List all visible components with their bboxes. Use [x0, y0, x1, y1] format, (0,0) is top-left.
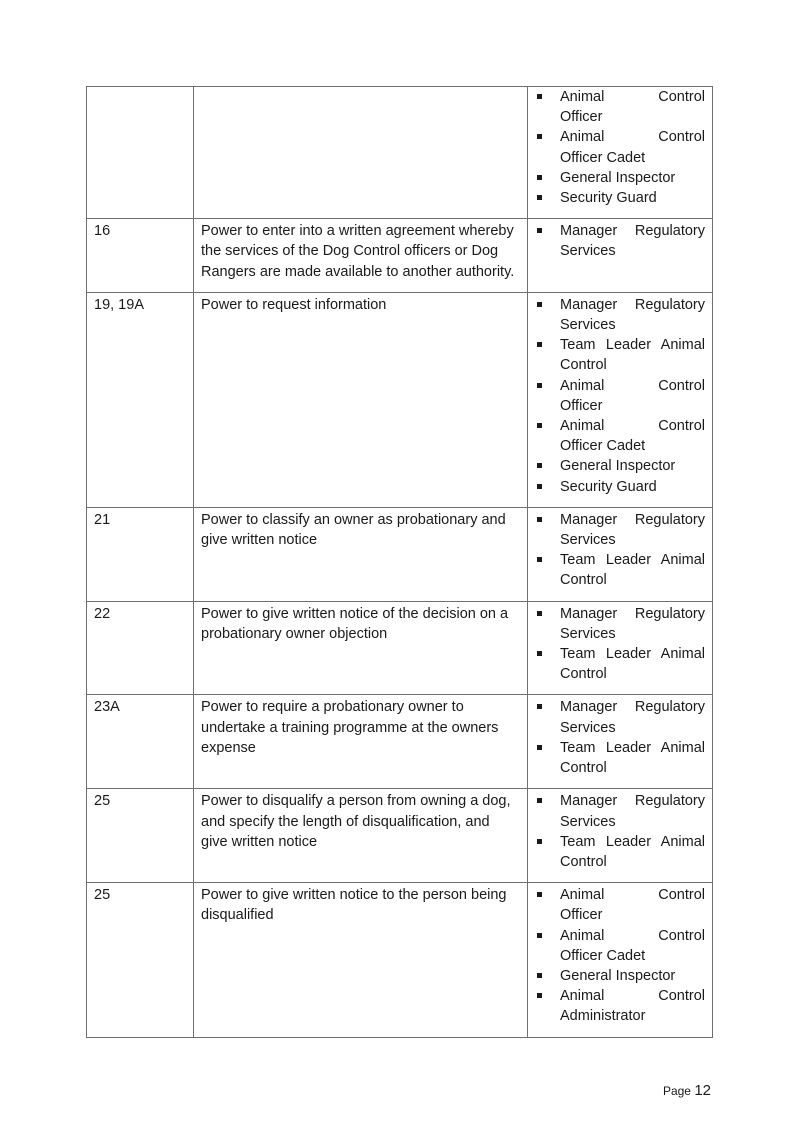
delegate-text-line: Control [560, 666, 607, 683]
delegate-text-line: General Inspector [560, 967, 676, 984]
delegates-cell [528, 507, 713, 601]
list-item [560, 127, 705, 167]
table-row [87, 601, 713, 695]
table-row [87, 87, 713, 219]
delegate-list [528, 604, 712, 685]
delegate-text-line: Services [560, 625, 616, 642]
delegate-text-line: Manager Regulatory [560, 793, 705, 810]
power-cell [194, 601, 528, 695]
list-item [560, 335, 705, 375]
delegate-text-line: Officer [560, 109, 603, 126]
delegate-text-line: Officer [560, 397, 603, 414]
section-cell [87, 601, 194, 695]
delegate-text-line: Animal Control [560, 377, 705, 394]
list-item [560, 986, 705, 1026]
section-number: 16 [94, 223, 111, 240]
delegate-text-line: Services [560, 719, 616, 736]
delegate-text-line: Animal Control [560, 89, 705, 105]
list-item [560, 697, 705, 737]
list-item [560, 376, 705, 416]
list-item [560, 188, 705, 208]
delegate-text-line: Services [560, 317, 616, 334]
delegate-text-line: Officer Cadet [560, 438, 646, 455]
table-row [87, 695, 713, 789]
delegates-cell [528, 883, 713, 1037]
delegates-cell [528, 695, 713, 789]
delegate-text-line: General Inspector [560, 169, 676, 186]
delegate-text-line: Manager Regulatory [560, 223, 705, 240]
power-cell [194, 695, 528, 789]
delegations-table [86, 86, 713, 1038]
section-cell [87, 507, 194, 601]
delegate-list [528, 791, 712, 872]
section-cell [87, 292, 194, 507]
list-item [560, 604, 705, 644]
list-item [560, 966, 705, 986]
delegate-text-line: Animal Control [560, 129, 705, 146]
table-row [87, 789, 713, 883]
page-number: 12 [694, 1082, 711, 1099]
section-cell [87, 219, 194, 293]
delegate-text-line: Animal Control [560, 988, 705, 1005]
delegate-text-line: General Inspector [560, 458, 676, 475]
delegate-text-line: Officer Cadet [560, 947, 646, 964]
power-description: Power to require a probationary owner to undertake a training programme at the owners expense [201, 699, 499, 756]
delegate-list [528, 87, 712, 208]
delegates-cell [528, 292, 713, 507]
table-row [87, 292, 713, 507]
section-cell [87, 789, 194, 883]
power-cell [194, 789, 528, 883]
delegate-text-line: Security Guard [560, 478, 657, 495]
delegate-text-line: Officer [560, 907, 603, 924]
power-description: Power to disqualify a person from owning a dog, and specify the length of disqualification, and give written notice [201, 793, 511, 850]
delegate-text-line: Control [560, 572, 607, 589]
list-item [560, 510, 705, 550]
delegate-text-line: Team Leader Animal [560, 739, 705, 756]
list-item [560, 926, 705, 966]
power-cell [194, 292, 528, 507]
power-description: Power to give written notice to the person being disqualified [201, 887, 507, 924]
delegates-cell [528, 601, 713, 695]
delegate-text-line: Animal Control [560, 927, 705, 944]
delegate-text-line: Team Leader Animal [560, 552, 705, 569]
delegate-text-line: Security Guard [560, 190, 657, 207]
delegate-text-line: Control [560, 760, 607, 777]
delegate-list [528, 221, 712, 261]
section-cell [87, 695, 194, 789]
power-description [194, 87, 527, 97]
delegate-text-line: Services [560, 243, 616, 260]
section-number: 25 [94, 793, 111, 810]
delegate-text-line: Team Leader Animal [560, 337, 705, 354]
power-cell [194, 219, 528, 293]
power-cell [194, 883, 528, 1037]
section-number: 25 [94, 887, 111, 904]
list-item [560, 832, 705, 872]
delegate-list [528, 295, 712, 497]
list-item [560, 456, 705, 476]
delegate-text-line: Services [560, 532, 616, 549]
power-cell [194, 87, 528, 219]
section-number: 21 [94, 511, 111, 528]
list-item [560, 87, 705, 127]
delegates-cell [528, 219, 713, 293]
delegate-text-line: Control [560, 357, 607, 374]
list-item [560, 477, 705, 497]
power-description: Power to request information [201, 296, 387, 313]
section-number: 23A [94, 699, 120, 716]
list-item [560, 738, 705, 778]
delegate-text-line: Administrator [560, 1008, 646, 1025]
delegate-text-line: Manager Regulatory [560, 605, 705, 622]
delegate-list [528, 697, 712, 778]
table-row [87, 883, 713, 1037]
list-item [560, 221, 705, 261]
delegate-text-line: Control [560, 853, 607, 870]
power-description: Power to give written notice of the decision on a probationary owner objection [201, 605, 509, 642]
delegate-text-line: Team Leader Animal [560, 833, 705, 850]
delegate-text-line: Manager Regulatory [560, 511, 705, 528]
delegate-text-line: Animal Control [560, 418, 705, 435]
delegates-cell [528, 789, 713, 883]
page-label: Page [662, 1084, 691, 1098]
delegate-text-line: Team Leader Animal [560, 646, 705, 663]
table-row [87, 507, 713, 601]
delegate-text-line: Services [560, 813, 616, 830]
list-item [560, 644, 705, 684]
delegate-text-line: Animal Control [560, 887, 705, 904]
delegate-text-line: Manager Regulatory [560, 699, 705, 716]
delegations-table-body [87, 87, 713, 1038]
list-item [560, 791, 705, 831]
delegate-text-line: Officer Cadet [560, 149, 646, 166]
list-item [560, 550, 705, 590]
power-description: Power to enter into a written agreement whereby the services of the Dog Control officers or Dog Rangers are made available to another authority. [201, 223, 515, 280]
section-number: 19, 19A [94, 296, 144, 313]
list-item [560, 295, 705, 335]
list-item [560, 168, 705, 188]
table-row [87, 219, 713, 293]
delegate-list [528, 885, 712, 1026]
power-description: Power to classify an owner as probationary and give written notice [201, 511, 506, 549]
delegate-text-line: Manager Regulatory [560, 296, 705, 313]
section-cell [87, 87, 194, 219]
page-footer [663, 1082, 711, 1099]
section-number: 22 [94, 605, 111, 622]
section-number [87, 87, 193, 97]
delegates-cell [528, 87, 713, 219]
section-cell [87, 883, 194, 1037]
power-cell [194, 507, 528, 601]
delegate-list [528, 510, 712, 591]
list-item [560, 885, 705, 925]
list-item [560, 416, 705, 456]
